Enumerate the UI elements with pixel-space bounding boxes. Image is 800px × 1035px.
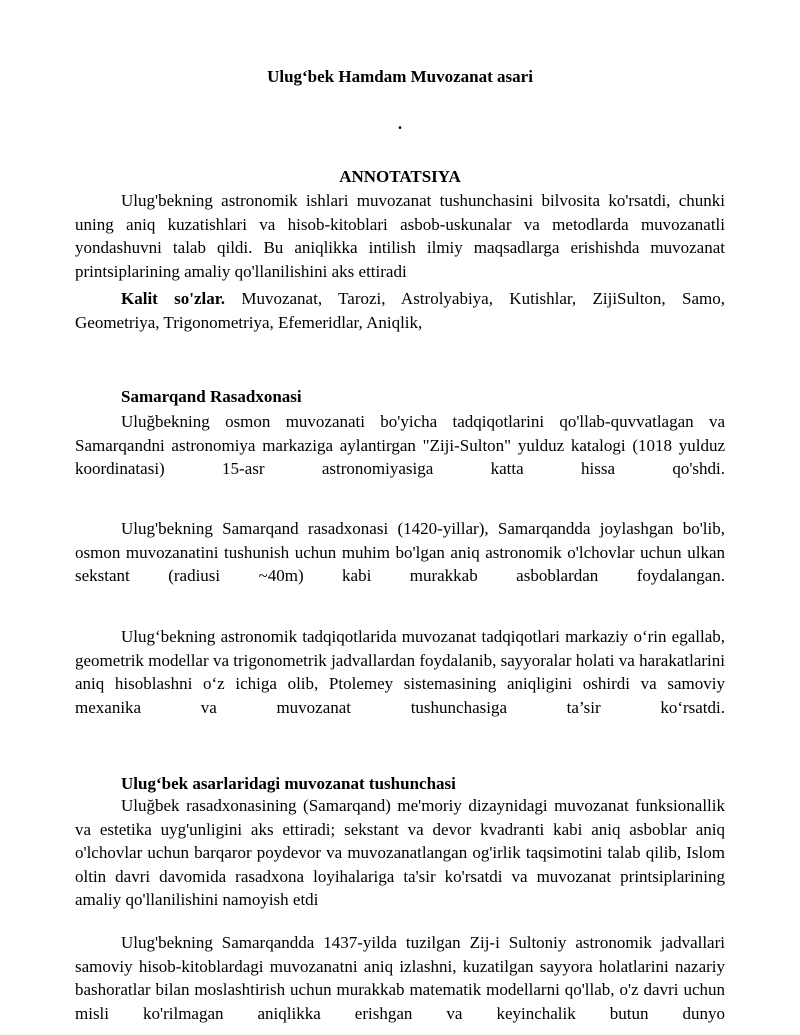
observatory-paragraph-2: Ulug'bekning Samarqand rasadxonasi (1420-yillar), Samarqandda joylashgan bo'lib, osmon muvozanatini tushunish uchun muhim bo'lgan aniq astronomik o'lchovlar uchun ulkan sekstant (radiusi ~40m) kabi murakkab asboblardan foydalangan. [75,519,725,585]
balance-paragraph-1: Uluğbek rasadxonasining (Samarqand) me'moriy dizaynidagi muvozanat funksionallik va estetika uyg'unligini aks ettiradi; sekstant va devor kvadranti kabi aniq asboblar aniq o'lchovlar uchun barqaror poydevor va muvozanatlangan og'irlik taqsimotini talab qilib, Islom oltin davri davomida rasadxona loyihalariga ta'sir ko'rsatdi va muvozanat printsiplarining amaliy qo'llanilishini namoyish etdi [75,796,725,909]
observatory-paragraph-1: Uluğbekning osmon muvozanati bo'yicha tadqiqotlarini qo'llab-quvvatlagan va Samarqandni astronomiya markaziga aylantirgan "Ziji-Sulton" yulduz katalogi (1018 yulduz koordinatasi) 15-asr astronomiyasiga katta hissa qo'shdi. [75,412,725,478]
balance-paragraph-2: Ulug'bekning Samarqandda 1437-yilda tuzilgan Zij-i Sultoniy astronomik jadvallari samoviy hisob-kitoblardagi muvozanatni aniq izlashni, kuzatilgan sayyora holatlarini nazariy bashoratlar bilan moslashtirish uchun murakkab matematik modellarni qo'llab, o'z davri uchun misli ko'rilmagan aniqlikka erishgan va keyinchalik butun dunyo [75,933,725,1023]
annotation-heading: ANNOTATSIYA [339,167,461,186]
keywords-label: Kalit so'zlar. [121,289,226,308]
section-heading-balance: Ulug‘bek asarlaridagi muvozanat tushunchasi [121,774,456,793]
separator-dot: . [397,114,403,133]
annotation-paragraph: Ulug'bekning astronomik ishlari muvozanat tushunchasini bilvosita ko'rsatdi, chunki uning aniq kuzatishlari va hisob-kitoblari asbob-uskunalar va metodlarda muvozanatli yondashuvni talab qildi. Bu aniqlikka intilish ilmiy maqsadlarga erishishda muvozanat printsiplarining amaliy qo'llanilishini aks ettiradi [75,191,725,281]
keywords-list: Muvozanat, Tarozi, Astrolyabiya, Kutishlar, ZijiSulton, Samo, Geometriya, Trigonometriya, Efemeridlar, Aniqlik, [75,289,725,332]
document-title: Ulug‘bek Hamdam Muvozanat asari [267,67,533,86]
observatory-paragraph-3: Ulug‘bekning astronomik tadqiqotlarida muvozanat tadqiqotlari markaziy o‘rin egallab, geometrik modellar va trigonometrik jadvallardan foydalanib, sayyoralar holati va harakatlarini aniq hisoblashni o‘z ichiga olib, Ptolemey sistemasining aniqligini oshirdi va samoviy mexanika va muvozanat tushunchasiga ta’sir ko‘rsatdi. [75,627,725,717]
keywords-paragraph [75,287,725,334]
section-heading-observatory: Samarqand Rasadxonasi [121,387,302,406]
